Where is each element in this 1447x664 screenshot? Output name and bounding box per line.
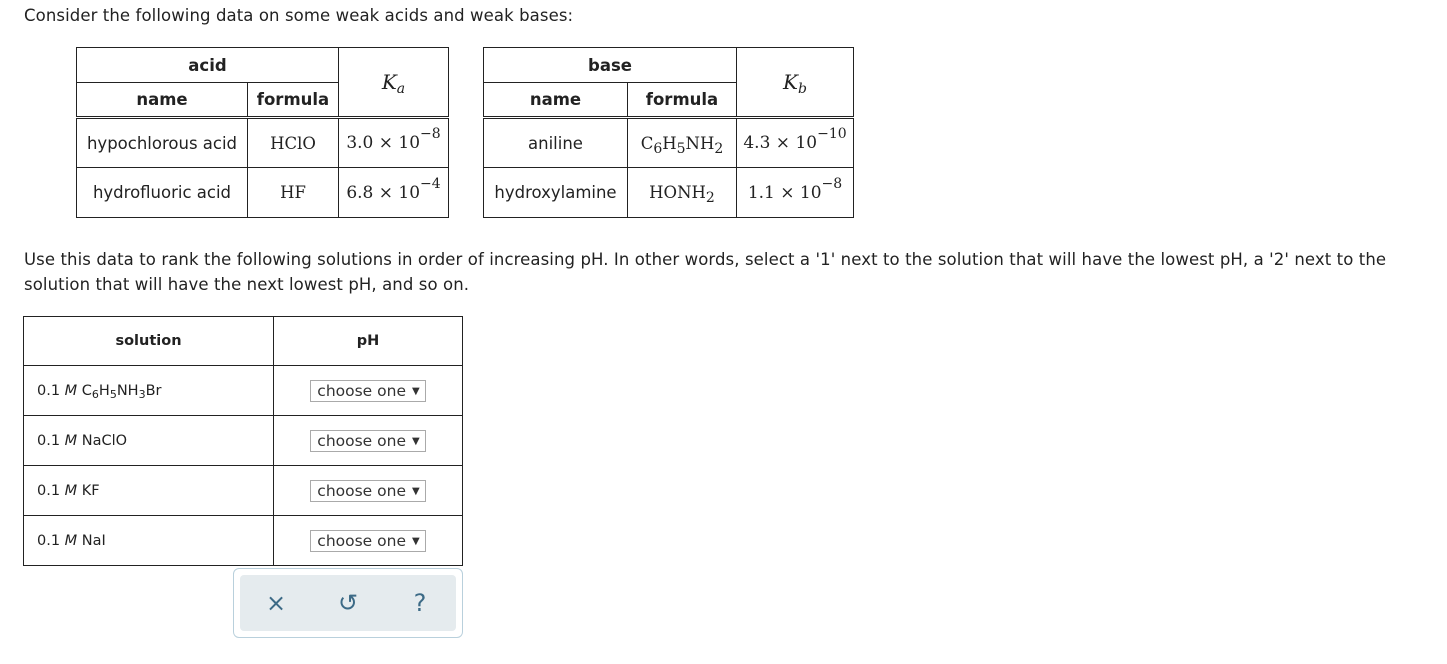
solution-name: 0.1 M NaI (24, 516, 274, 566)
base-group-header: base (484, 48, 737, 83)
acid-name-header: name (77, 83, 248, 118)
help-icon[interactable]: ? (413, 589, 427, 617)
solution-row (24, 466, 463, 516)
acid-table (76, 47, 449, 218)
base-name-header: name (484, 83, 628, 118)
instructions-text: Use this data to rank the following solutions in order of increasing pH. In other words, select a '1' next to the solution that will have the lowest pH, a '2' next to the solution that will have the next lowest pH, and so on. (24, 250, 1387, 294)
solution-row (24, 366, 463, 416)
intro-text: Consider the following data on some weak acids and weak bases: (24, 6, 574, 25)
base-name: aniline (484, 118, 628, 168)
acid-group-header: acid (77, 48, 339, 83)
solution-header: solution (24, 317, 274, 366)
solution-name: 0.1 M KF (24, 466, 274, 516)
solution-name: 0.1 M NaClO (24, 416, 274, 466)
base-name: hydroxylamine (484, 168, 628, 218)
dropdown-caret-icon: ▼ (412, 435, 420, 447)
acid-row (77, 118, 449, 168)
ka-value: $6.8 \times 10^{-4}$ (339, 168, 449, 218)
ka-header: $K_a$ (339, 48, 449, 118)
base-table (483, 47, 854, 218)
ph-header: pH (274, 317, 463, 366)
clear-icon[interactable]: × (265, 589, 287, 617)
base-formula: $HONH_2$ (628, 168, 737, 218)
base-formula: $C_6H_5NH_2$ (628, 118, 737, 168)
ph-rank-select[interactable]: choose one ▼ (310, 430, 425, 452)
acid-formula: HF (248, 168, 339, 218)
solutions-table (23, 316, 463, 566)
kb-value: $4.3 \times 10^{-10}$ (737, 118, 854, 168)
solution-row (24, 416, 463, 466)
dropdown-caret-icon: ▼ (412, 385, 420, 397)
acid-formula: HClO (248, 118, 339, 168)
kb-header: $K_b$ (737, 48, 854, 118)
undo-icon[interactable]: ↺ (337, 589, 359, 617)
dropdown-caret-icon: ▼ (412, 485, 420, 497)
ph-rank-select[interactable]: choose one ▼ (310, 480, 425, 502)
solution-row (24, 516, 463, 566)
ph-rank-select[interactable]: choose one ▼ (310, 530, 425, 552)
solution-name: 0.1 M $C_6H_5NH_3Br$ (24, 366, 274, 416)
acid-name: hypochlorous acid (77, 118, 248, 168)
ph-rank-select[interactable]: choose one ▼ (310, 380, 425, 402)
acid-row (77, 168, 449, 218)
dropdown-caret-icon: ▼ (412, 535, 420, 547)
base-row (484, 168, 854, 218)
kb-value: $1.1 \times 10^{-8}$ (737, 168, 854, 218)
acid-formula-header: formula (248, 83, 339, 118)
ka-value: $3.0 \times 10^{-8}$ (339, 118, 449, 168)
base-row (484, 118, 854, 168)
base-formula-header: formula (628, 83, 737, 118)
answer-toolbar (233, 568, 463, 638)
acid-name: hydrofluoric acid (77, 168, 248, 218)
